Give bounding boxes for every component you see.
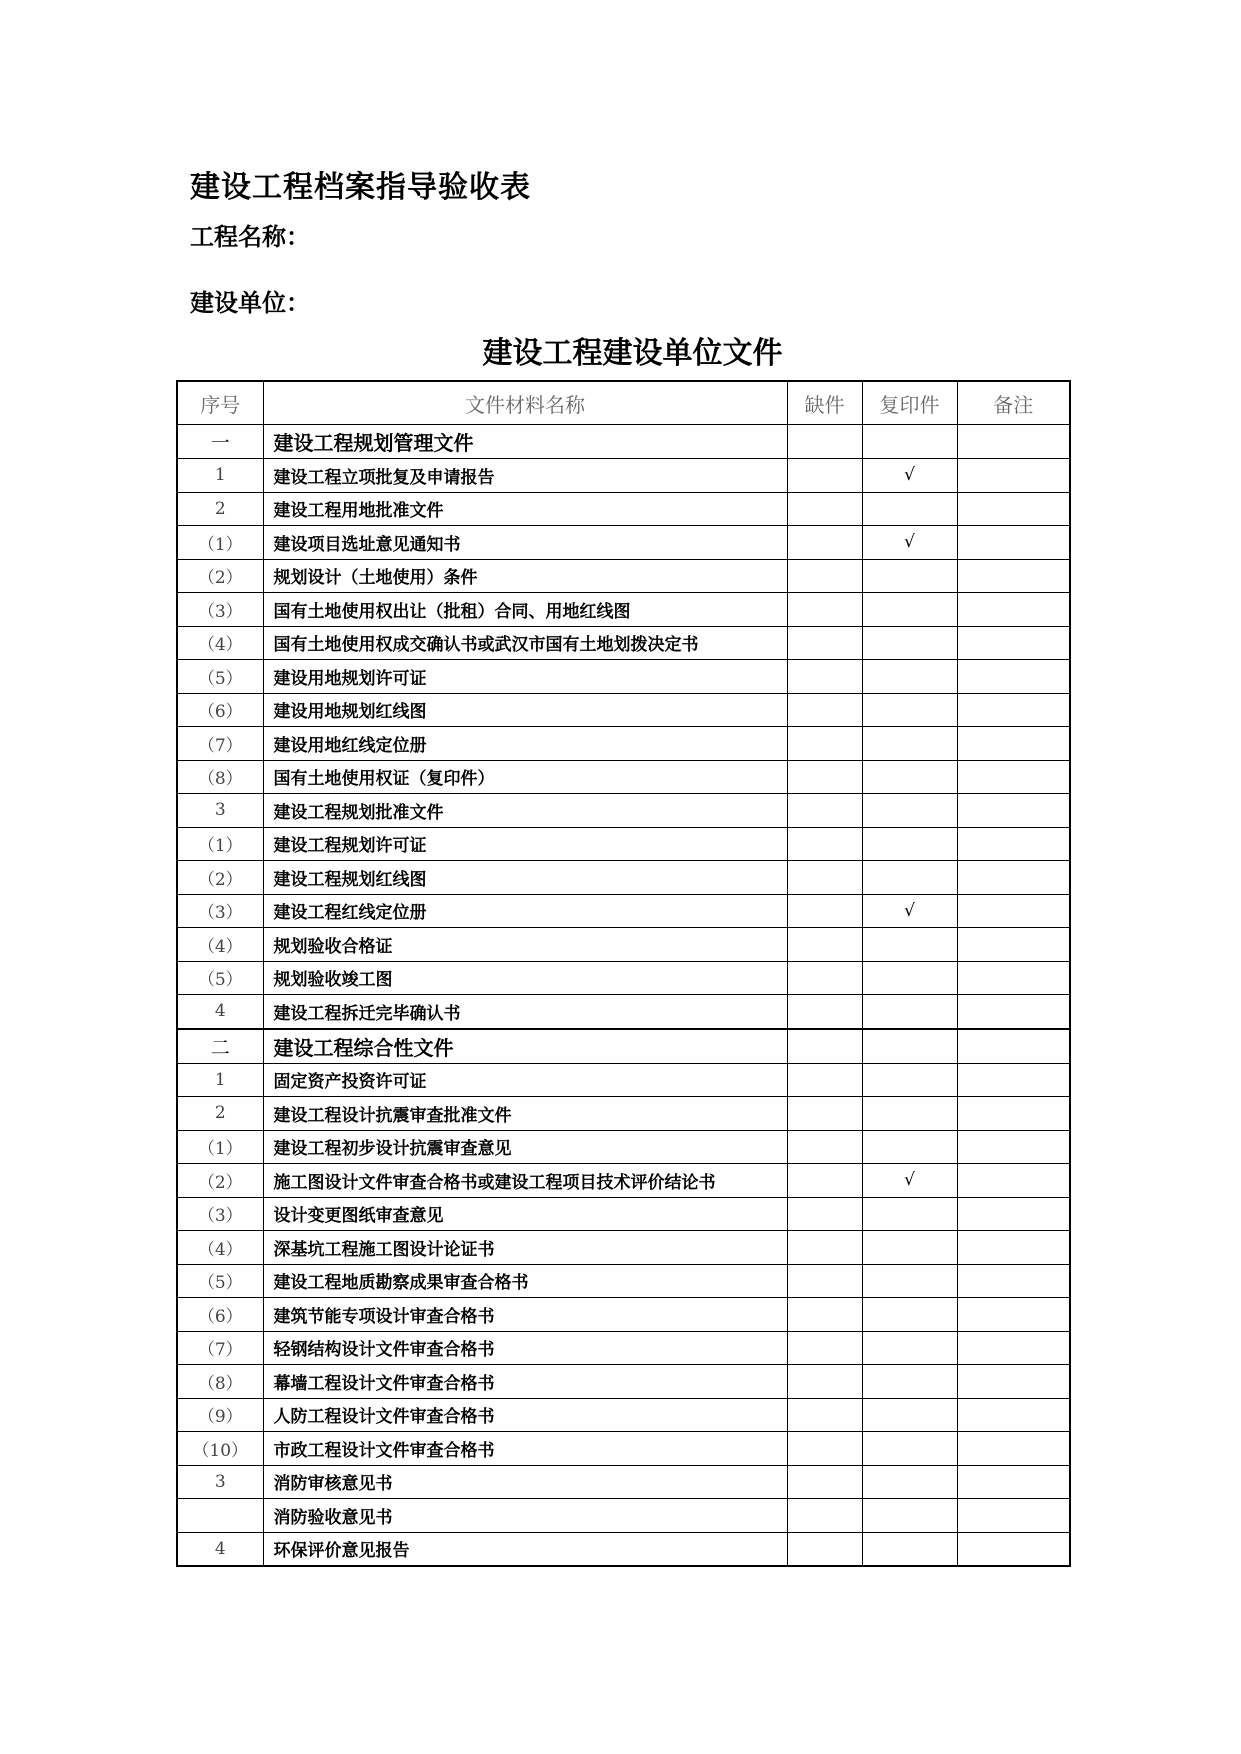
row-copy-cell — [862, 928, 957, 962]
table-row — [177, 1097, 1070, 1131]
row-file-name: 建设工程设计抗震审查批准文件 — [263, 1097, 787, 1131]
row-copy-cell — [862, 1029, 957, 1064]
row-serial-number: （3） — [177, 894, 263, 928]
row-missing-cell — [787, 425, 862, 459]
row-missing-cell — [787, 660, 862, 694]
table-row — [177, 1398, 1070, 1432]
row-missing-cell — [787, 894, 862, 928]
row-serial-number: 3 — [177, 794, 263, 828]
row-missing-cell — [787, 1164, 862, 1198]
row-file-name: 轻钢结构设计文件审查合格书 — [263, 1331, 787, 1365]
section-row — [177, 425, 1070, 459]
row-remark-cell — [957, 1063, 1070, 1097]
row-serial-number: （1） — [177, 1130, 263, 1164]
row-file-name: 消防审核意见书 — [263, 1465, 787, 1499]
row-missing-cell — [787, 961, 862, 995]
row-file-name: 环保评价意见报告 — [263, 1532, 787, 1566]
row-copy-cell — [862, 1130, 957, 1164]
row-remark-cell — [957, 861, 1070, 895]
row-missing-cell — [787, 760, 862, 794]
row-file-name: 规划设计（土地使用）条件 — [263, 559, 787, 593]
table-row — [177, 1499, 1070, 1533]
row-serial-number: （4） — [177, 928, 263, 962]
header-remark: 备注 — [957, 381, 1070, 425]
row-serial-number: （5） — [177, 1264, 263, 1298]
row-file-name: 深基坑工程施工图设计论证书 — [263, 1231, 787, 1265]
row-copy-cell: √ — [862, 894, 957, 928]
row-serial-number: 4 — [177, 995, 263, 1029]
row-copy-cell — [862, 1532, 957, 1566]
project-name-label: 工程名称： — [190, 223, 310, 251]
row-missing-cell — [787, 559, 862, 593]
row-remark-cell — [957, 928, 1070, 962]
row-copy-cell — [862, 593, 957, 627]
table-row — [177, 794, 1070, 828]
row-copy-cell — [862, 626, 957, 660]
row-serial-number: （6） — [177, 1298, 263, 1332]
table-row — [177, 1298, 1070, 1332]
row-copy-cell — [862, 1365, 957, 1399]
row-file-name: 建设用地红线定位册 — [263, 727, 787, 761]
table-row — [177, 1532, 1070, 1566]
table-row — [177, 1231, 1070, 1265]
row-missing-cell — [787, 1365, 862, 1399]
row-serial-number: （7） — [177, 1331, 263, 1365]
row-missing-cell — [787, 1264, 862, 1298]
table-row — [177, 928, 1070, 962]
row-missing-cell — [787, 1197, 862, 1231]
row-missing-cell — [787, 861, 862, 895]
row-serial-number: （2） — [177, 559, 263, 593]
row-missing-cell — [787, 1130, 862, 1164]
row-serial-number: 2 — [177, 492, 263, 526]
row-file-name: 国有土地使用权出让（批租）合同、用地红线图 — [263, 593, 787, 627]
header-file-name: 文件材料名称 — [263, 381, 787, 425]
row-file-name: 幕墙工程设计文件审查合格书 — [263, 1365, 787, 1399]
row-missing-cell — [787, 827, 862, 861]
row-copy-cell — [862, 1331, 957, 1365]
row-copy-cell — [862, 1231, 957, 1265]
row-file-name: 国有土地使用权证（复印件） — [263, 760, 787, 794]
row-remark-cell — [957, 559, 1070, 593]
row-missing-cell — [787, 1398, 862, 1432]
row-serial-number — [177, 1499, 263, 1533]
row-file-name: 建设用地规划许可证 — [263, 660, 787, 694]
table-row — [177, 1365, 1070, 1399]
table-row — [177, 1331, 1070, 1365]
row-file-name: 建设工程地质勘察成果审查合格书 — [263, 1264, 787, 1298]
row-file-name: 建设工程规划许可证 — [263, 827, 787, 861]
table-heading: 建设工程建设单位文件 — [482, 336, 783, 371]
row-copy-cell: √ — [862, 459, 957, 493]
row-serial-number: （2） — [177, 861, 263, 895]
row-copy-cell — [862, 1264, 957, 1298]
table-row — [177, 1063, 1070, 1097]
row-serial-number: （10） — [177, 1432, 263, 1466]
row-remark-cell — [957, 1130, 1070, 1164]
row-copy-cell — [862, 794, 957, 828]
row-serial-number: （9） — [177, 1398, 263, 1432]
document-title: 建设工程档案指导验收表 — [190, 170, 531, 205]
row-remark-cell — [957, 1532, 1070, 1566]
row-file-name: 规划验收合格证 — [263, 928, 787, 962]
row-remark-cell — [957, 1097, 1070, 1131]
row-file-name: 施工图设计文件审查合格书或建设工程项目技术评价结论书 — [263, 1164, 787, 1198]
construction-unit-label: 建设单位： — [190, 289, 310, 317]
row-missing-cell — [787, 492, 862, 526]
row-missing-cell — [787, 459, 862, 493]
row-file-name: 建设工程立项批复及申请报告 — [263, 459, 787, 493]
row-serial-number: （8） — [177, 1365, 263, 1399]
table-row — [177, 526, 1070, 560]
row-serial-number: 一 — [177, 425, 263, 459]
row-file-name: 建设工程红线定位册 — [263, 894, 787, 928]
row-copy-cell — [862, 559, 957, 593]
row-file-name: 建设工程规划管理文件 — [263, 425, 787, 459]
row-missing-cell — [787, 1432, 862, 1466]
row-remark-cell — [957, 693, 1070, 727]
row-copy-cell — [862, 760, 957, 794]
row-remark-cell — [957, 1164, 1070, 1198]
row-copy-cell — [862, 1465, 957, 1499]
row-copy-cell — [862, 425, 957, 459]
row-remark-cell — [957, 1398, 1070, 1432]
row-copy-cell — [862, 827, 957, 861]
row-copy-cell — [862, 693, 957, 727]
row-file-name: 规划验收竣工图 — [263, 961, 787, 995]
row-copy-cell — [862, 1097, 957, 1131]
row-missing-cell — [787, 1465, 862, 1499]
table-row — [177, 827, 1070, 861]
row-serial-number: 4 — [177, 1532, 263, 1566]
table-row — [177, 995, 1070, 1029]
table-row — [177, 1197, 1070, 1231]
row-remark-cell — [957, 1298, 1070, 1332]
row-serial-number: （5） — [177, 660, 263, 694]
row-serial-number: （3） — [177, 593, 263, 627]
row-missing-cell — [787, 727, 862, 761]
row-missing-cell — [787, 1231, 862, 1265]
row-missing-cell — [787, 526, 862, 560]
row-remark-cell — [957, 425, 1070, 459]
row-file-name: 建设用地规划红线图 — [263, 693, 787, 727]
row-copy-cell: √ — [862, 1164, 957, 1198]
row-remark-cell — [957, 626, 1070, 660]
row-file-name: 建设工程拆迁完毕确认书 — [263, 995, 787, 1029]
file-checklist-table — [176, 380, 1071, 1567]
table-row — [177, 1130, 1070, 1164]
row-missing-cell — [787, 1298, 862, 1332]
row-missing-cell — [787, 928, 862, 962]
row-serial-number: （6） — [177, 693, 263, 727]
row-remark-cell — [957, 492, 1070, 526]
row-copy-cell — [862, 492, 957, 526]
table-row — [177, 894, 1070, 928]
row-file-name: 国有土地使用权成交确认书或武汉市国有土地划拨决定书 — [263, 626, 787, 660]
row-remark-cell — [957, 827, 1070, 861]
table-row — [177, 1432, 1070, 1466]
row-serial-number: （2） — [177, 1164, 263, 1198]
row-file-name: 建设工程综合性文件 — [263, 1029, 787, 1064]
row-file-name: 市政工程设计文件审查合格书 — [263, 1432, 787, 1466]
table-row — [177, 492, 1070, 526]
row-remark-cell — [957, 894, 1070, 928]
row-serial-number: （4） — [177, 1231, 263, 1265]
row-copy-cell — [862, 727, 957, 761]
row-file-name: 建筑节能专项设计审查合格书 — [263, 1298, 787, 1332]
row-file-name: 消防验收意见书 — [263, 1499, 787, 1533]
row-remark-cell — [957, 995, 1070, 1029]
row-missing-cell — [787, 626, 862, 660]
table-row — [177, 961, 1070, 995]
row-file-name: 建设项目选址意见通知书 — [263, 526, 787, 560]
row-copy-cell: √ — [862, 526, 957, 560]
row-missing-cell — [787, 1029, 862, 1064]
row-serial-number: 1 — [177, 459, 263, 493]
table-row — [177, 1465, 1070, 1499]
row-serial-number: （7） — [177, 727, 263, 761]
row-remark-cell — [957, 760, 1070, 794]
table-header-row — [177, 381, 1070, 425]
row-missing-cell — [787, 794, 862, 828]
row-serial-number: （4） — [177, 626, 263, 660]
row-missing-cell — [787, 1331, 862, 1365]
row-missing-cell — [787, 995, 862, 1029]
table-row — [177, 1164, 1070, 1198]
row-remark-cell — [957, 727, 1070, 761]
header-serial-number: 序号 — [177, 381, 263, 425]
row-serial-number: （8） — [177, 760, 263, 794]
row-serial-number: （1） — [177, 827, 263, 861]
row-serial-number: 3 — [177, 1465, 263, 1499]
row-remark-cell — [957, 593, 1070, 627]
row-missing-cell — [787, 1532, 862, 1566]
row-remark-cell — [957, 1231, 1070, 1265]
row-copy-cell — [862, 1063, 957, 1097]
row-remark-cell — [957, 1331, 1070, 1365]
row-remark-cell — [957, 961, 1070, 995]
table-row — [177, 727, 1070, 761]
header-missing: 缺件 — [787, 381, 862, 425]
row-serial-number: （3） — [177, 1197, 263, 1231]
row-copy-cell — [862, 1197, 957, 1231]
row-remark-cell — [957, 459, 1070, 493]
row-serial-number: 二 — [177, 1029, 263, 1064]
row-serial-number: （1） — [177, 526, 263, 560]
row-copy-cell — [862, 1499, 957, 1533]
row-serial-number: （5） — [177, 961, 263, 995]
row-file-name: 建设工程规划批准文件 — [263, 794, 787, 828]
row-remark-cell — [957, 794, 1070, 828]
row-serial-number: 2 — [177, 1097, 263, 1131]
row-file-name: 设计变更图纸审查意见 — [263, 1197, 787, 1231]
row-file-name: 固定资产投资许可证 — [263, 1063, 787, 1097]
row-remark-cell — [957, 526, 1070, 560]
row-copy-cell — [862, 961, 957, 995]
header-copy: 复印件 — [862, 381, 957, 425]
row-serial-number: 1 — [177, 1063, 263, 1097]
row-remark-cell — [957, 660, 1070, 694]
table-row — [177, 660, 1070, 694]
row-remark-cell — [957, 1264, 1070, 1298]
row-remark-cell — [957, 1365, 1070, 1399]
row-missing-cell — [787, 1063, 862, 1097]
row-remark-cell — [957, 1432, 1070, 1466]
row-missing-cell — [787, 593, 862, 627]
row-copy-cell — [862, 861, 957, 895]
row-missing-cell — [787, 1499, 862, 1533]
row-remark-cell — [957, 1029, 1070, 1064]
row-copy-cell — [862, 660, 957, 694]
row-remark-cell — [957, 1197, 1070, 1231]
section-row — [177, 1029, 1070, 1064]
row-file-name: 建设工程初步设计抗震审查意见 — [263, 1130, 787, 1164]
row-copy-cell — [862, 995, 957, 1029]
row-copy-cell — [862, 1298, 957, 1332]
table-row — [177, 693, 1070, 727]
row-remark-cell — [957, 1499, 1070, 1533]
row-copy-cell — [862, 1432, 957, 1466]
table-row — [177, 861, 1070, 895]
table-row — [177, 1264, 1070, 1298]
table-row — [177, 593, 1070, 627]
row-missing-cell — [787, 693, 862, 727]
table-row — [177, 760, 1070, 794]
row-missing-cell — [787, 1097, 862, 1131]
row-file-name: 人防工程设计文件审查合格书 — [263, 1398, 787, 1432]
table-row — [177, 459, 1070, 493]
row-copy-cell — [862, 1398, 957, 1432]
table-row — [177, 559, 1070, 593]
row-file-name: 建设工程用地批准文件 — [263, 492, 787, 526]
row-remark-cell — [957, 1465, 1070, 1499]
row-file-name: 建设工程规划红线图 — [263, 861, 787, 895]
table-row — [177, 626, 1070, 660]
